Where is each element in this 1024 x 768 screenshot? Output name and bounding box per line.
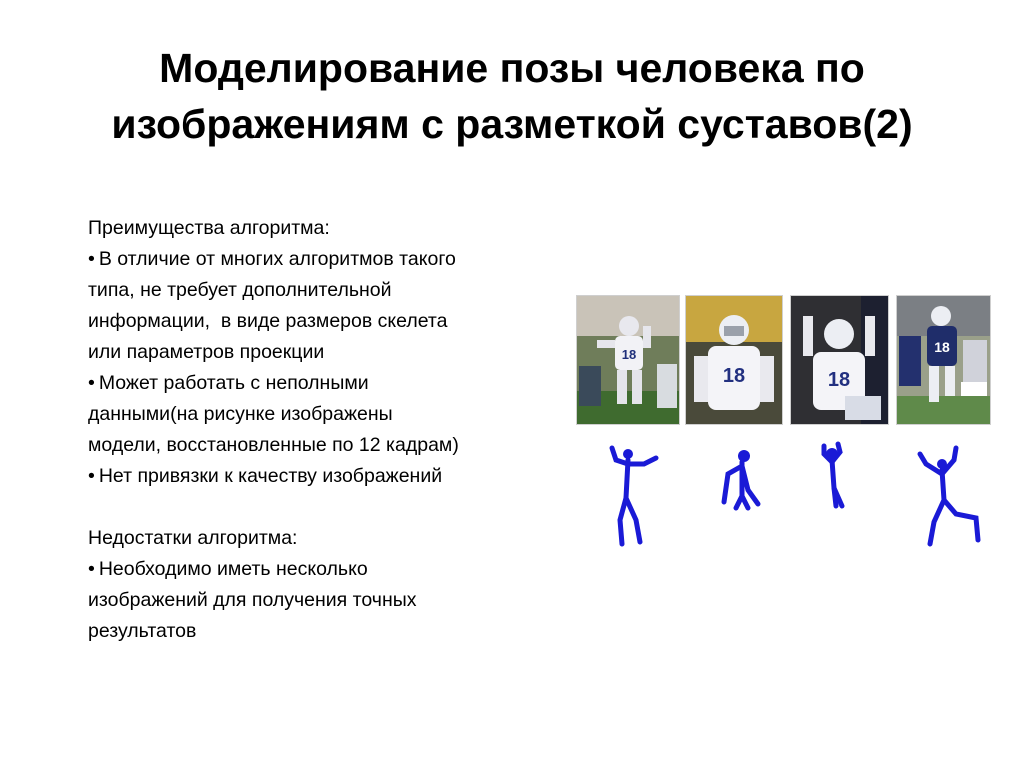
football-player-photo-2 <box>685 295 783 425</box>
reconstructed-pose-figure-4 <box>910 440 990 550</box>
bullet: • <box>88 558 95 580</box>
svg-text:18: 18 <box>621 347 637 362</box>
title-line-1: Моделирование позы человека по <box>159 45 865 91</box>
reconstructed-pose-figure-1 <box>600 440 670 550</box>
disadvantage-item-1 <box>88 554 558 647</box>
disadvantage-1-line-3: результатов <box>88 620 197 642</box>
reconstructed-pose-figure-2 <box>708 440 778 520</box>
advantage-1-line-3: информации, в виде размеров скелета <box>88 310 448 332</box>
svg-text:18: 18 <box>722 365 746 387</box>
advantages-heading: Преимущества алгоритма: <box>88 217 330 239</box>
advantage-item-1 <box>88 244 558 368</box>
advantage-3-line-1: Нет привязки к качеству изображений <box>98 465 443 487</box>
advantage-2-line-3: модели, восстановленные по 12 кадрам) <box>88 434 459 456</box>
advantage-1-line-1: В отличие от многих алгоритмов такого <box>98 248 456 270</box>
title-line-2: изображениям с разметкой суставов(2) <box>111 101 913 147</box>
slide-title <box>0 40 1024 152</box>
svg-text:18: 18 <box>827 369 851 391</box>
bullet: • <box>88 465 95 487</box>
football-player-photo-1 <box>576 295 680 425</box>
advantage-2-line-1: Может работать с неполными <box>98 372 369 394</box>
advantage-1-line-2: типа, не требует дополнительной <box>88 279 392 301</box>
body-text <box>88 213 558 647</box>
football-player-photo-3 <box>790 295 889 425</box>
disadvantage-1-line-1: Необходимо иметь несколько <box>98 558 368 580</box>
disadvantages-heading: Недостатки алгоритма: <box>88 527 298 549</box>
bullet: • <box>88 248 95 270</box>
advantage-1-line-4: или параметров проекции <box>88 341 325 363</box>
bullet: • <box>88 372 95 394</box>
section-gap <box>88 492 558 523</box>
advantage-2-line-2: данными(на рисунке изображены <box>88 403 393 425</box>
reconstructed-pose-figure-3 <box>810 440 870 520</box>
advantage-item-2 <box>88 368 558 461</box>
football-player-photo-4 <box>896 295 991 425</box>
svg-text:18: 18 <box>934 339 950 355</box>
disadvantage-1-line-2: изображений для получения точных <box>88 589 417 611</box>
advantage-item-3 <box>88 461 558 492</box>
